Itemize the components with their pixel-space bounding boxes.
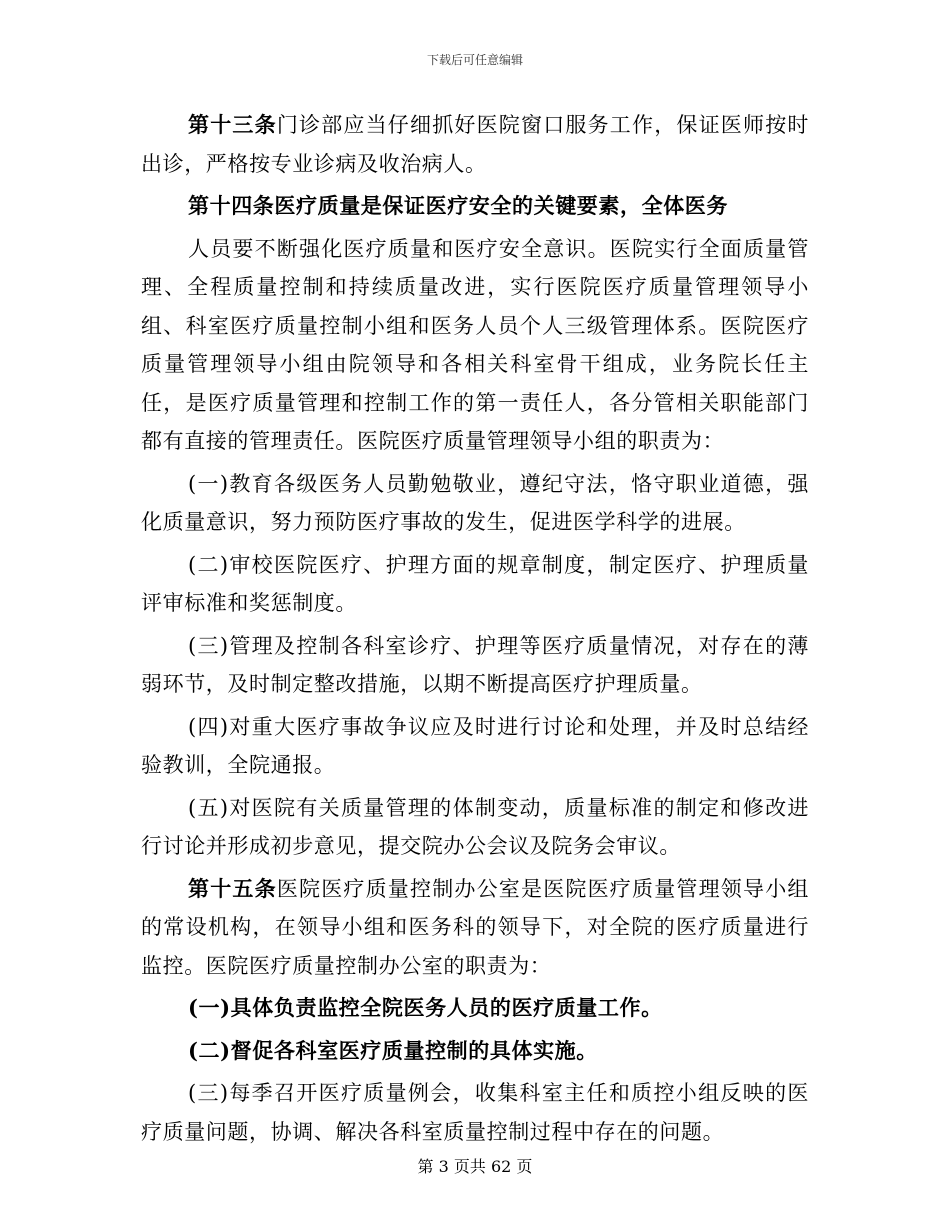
- article-15-item-1: (一)具体负责监控全院医务人员的医疗质量工作。: [188, 995, 663, 1020]
- article-14-item-2: (二)审校医院医疗、护理方面的规章制度，制定医疗、护理质量评审标准和奖惩制度。: [141, 552, 809, 615]
- article-15-item-3: (三)每季召开医疗质量例会，收集科室主任和质控小组反映的医疗质量问题，协调、解决各科室质量控制过程中存在的问题。: [141, 1081, 809, 1144]
- article-14-item-3: (三)管理及控制各科室诊疗、护理等医疗质量情况，对存在的薄弱环节，及时制定整改措施，以期不断提高医疗护理质量。: [141, 633, 809, 696]
- article-13-label: 第十三条: [188, 112, 277, 137]
- article-14-item-4: (四)对重大医疗事故争议应及时进行讨论和处理，并及时总结经验教训，全院通报。: [141, 714, 809, 777]
- article-15-label: 第十五条: [188, 875, 277, 901]
- article-14-item-5: (五)对医院有关质量管理的体制变动，质量标准的制定和修改进行讨论并形成初步意见，提交院办公会议及院务会审议。: [141, 795, 809, 858]
- document-body: [141, 106, 809, 1155]
- article-14-heading: 第十四条医疗质量是保证医疗安全的关键要素，全体医务: [188, 193, 728, 218]
- article-14-item-1: (一)教育各级医务人员勤勉敬业，遵纪守法，恪守职业道德，强化质量意识，努力预防医疗事故的发生，促进医学科学的进展。: [141, 471, 809, 534]
- article-15: [141, 870, 809, 986]
- article-14-text: 人员要不断强化医疗质量和医疗安全意识。医院实行全面质量管理、全程质量控制和持续质量改进，实行医院医疗质量管理领导小组、科室医疗质量控制小组和医务人员个人三级管理体系。医院医疗质量管理领导小组由院领导和各相关科室骨干组成，业务院长任主任，是医疗质量管理和控制工作的第一责任人，各分管相关职能部门都有直接的管理责任。医院医疗质量管理领导小组的职责为：: [141, 236, 809, 453]
- page-footer: 第 3 页共 62 页: [417, 1157, 533, 1176]
- article-15-item-2: (二)督促各科室医疗质量控制的具体实施。: [188, 1037, 598, 1063]
- page-header: 下载后可任意编辑: [426, 53, 523, 67]
- article-13-text: 门诊部应当仔细抓好医院窗口服务工作，保证医师按时出诊，严格按专业诊病及收治病人。: [141, 113, 809, 176]
- article-15-text: 医院医疗质量控制办公室是医院医疗质量管理领导小组的常设机构，在领导小组和医务科的领导下，对全院的医疗质量进行监控。医院医疗质量控制办公室的职责为：: [141, 876, 809, 978]
- article-13: [141, 106, 809, 183]
